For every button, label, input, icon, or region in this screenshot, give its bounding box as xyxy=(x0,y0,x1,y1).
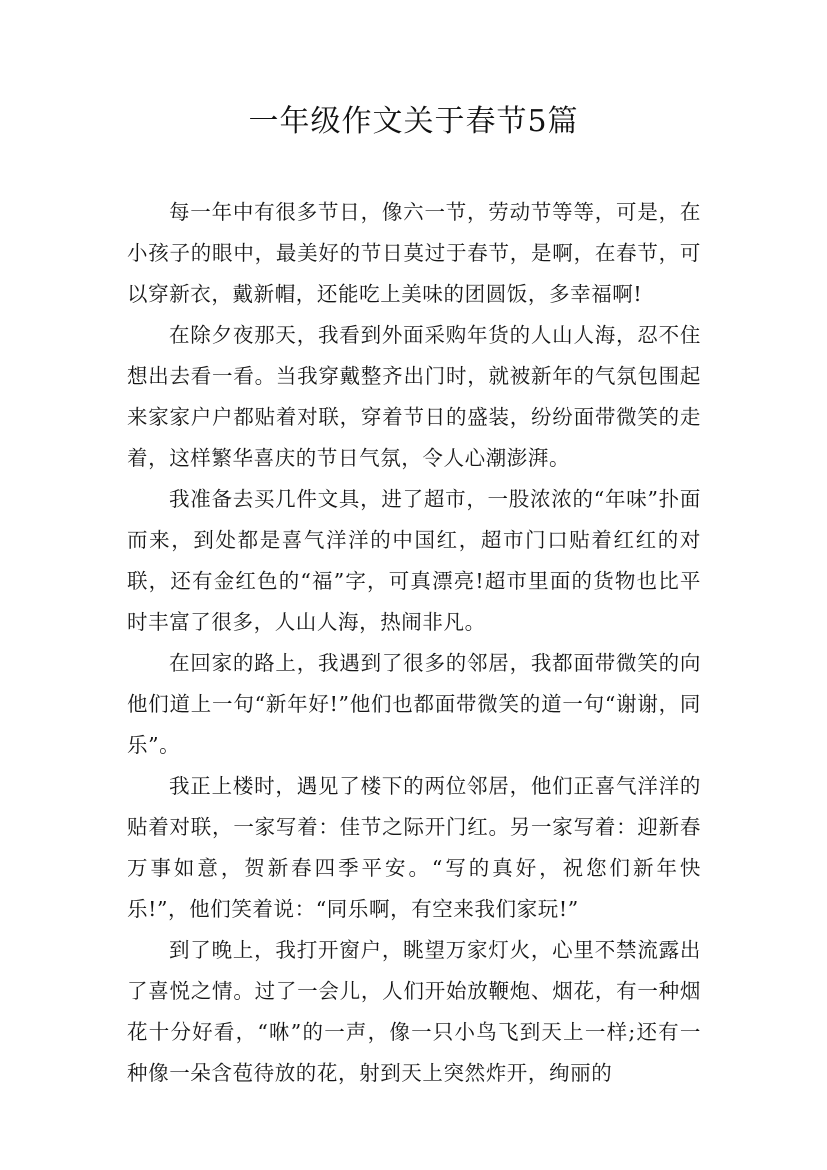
paragraph-2: 在除夕夜那天，我看到外面采购年货的人山人海，忍不住想出去看一看。当我穿戴整齐出门时，就被新年的气氛包围起来家家户户都贴着对联，穿着节日的盛装，纷纷面带微笑的走着，这样繁华喜庆的节日气氛，令人心潮澎湃。 xyxy=(127,323,701,470)
paragraph-3: 我准备去买几件文具，进了超市，一股浓浓的“年味”扑面而来，到处都是喜气洋洋的中国红，超市门口贴着红红的对联，还有金红色的“福”字，可真漂亮!超市里面的货物也比平时丰富了很多，人山人海，热闹非凡。 xyxy=(127,487,701,634)
paragraph-4: 在回家的路上，我遇到了很多的邻居，我都面带微笑的向他们道上一句“新年好!”他们也都面带微笑的道一句“谢谢，同乐”。 xyxy=(127,651,701,757)
paragraph-1: 每一年中有很多节日，像六一节，劳动节等等，可是，在小孩子的眼中，最美好的节日莫过于春节，是啊，在春节，可以穿新衣，戴新帽，还能吃上美味的团圆饭，多幸福啊! xyxy=(127,200,701,306)
paragraph-5: 我正上楼时，遇见了楼下的两位邻居，他们正喜气洋洋的贴着对联，一家写着：佳节之际开门红。另一家写着：迎新春万事如意，贺新春四季平安。“写的真好，祝您们新年快乐!”，他们笑着说：“同乐啊，有空来我们家玩!” xyxy=(127,774,701,921)
document-body xyxy=(127,192,701,1094)
document-title: 一年级作文关于春节5篇 xyxy=(248,104,579,139)
paragraph-6: 到了晚上，我打开窗户，眺望万家灯火，心里不禁流露出了喜悦之情。过了一会儿，人们开始放鞭炮、烟花，有一种烟花十分好看，“咻”的一声，像一只小鸟飞到天上一样;还有一种像一朵含苞待放的花，射到天上突然炸开，绚丽的 xyxy=(127,938,701,1085)
